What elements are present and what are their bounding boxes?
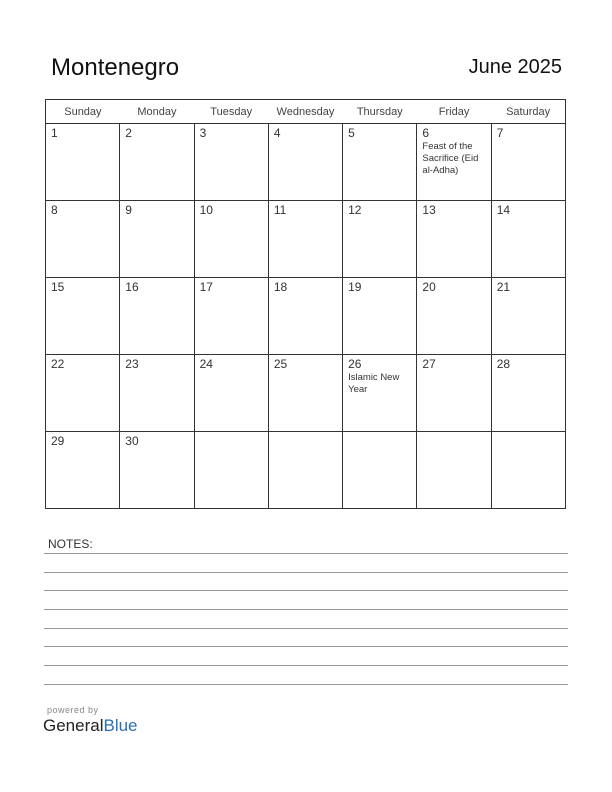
notes-line <box>44 553 568 554</box>
notes-label: NOTES: <box>48 537 93 551</box>
day-cell <box>120 432 194 509</box>
day-cell <box>46 432 120 509</box>
day-cell <box>417 201 491 278</box>
weekday-header: Thursday <box>343 100 417 124</box>
calendar-grid <box>45 99 566 509</box>
weekday-header: Friday <box>417 100 491 124</box>
week-row <box>46 278 566 355</box>
week-row <box>46 432 566 509</box>
day-number: 11 <box>273 203 287 217</box>
day-cell <box>120 201 194 278</box>
day-number: 12 <box>348 203 362 217</box>
day-number: 24 <box>199 357 213 371</box>
weekday-header: Monday <box>120 100 194 124</box>
week-row <box>46 201 566 278</box>
notes-line <box>44 572 568 573</box>
day-number: 18 <box>273 280 288 294</box>
weekday-header: Tuesday <box>194 100 268 124</box>
weekday-header: Saturday <box>491 100 565 124</box>
day-number: 3 <box>199 126 207 140</box>
day-cell <box>491 432 565 509</box>
day-number: 22 <box>51 357 65 371</box>
day-number: 5 <box>348 126 355 140</box>
month-year-title: June 2025 <box>468 56 562 78</box>
day-cell <box>194 355 268 432</box>
day-cell <box>491 355 565 432</box>
weekday-header: Sunday <box>46 100 120 124</box>
day-number: 28 <box>496 357 511 371</box>
day-number: 4 <box>273 126 281 140</box>
day-number: 2 <box>125 126 132 140</box>
day-number: 25 <box>273 357 288 371</box>
day-number: 23 <box>125 357 139 371</box>
day-number: 8 <box>51 203 58 217</box>
brand-general: General <box>43 716 104 735</box>
day-number: 30 <box>125 434 139 448</box>
day-number: 26 <box>348 357 362 371</box>
day-number: 1 <box>51 126 58 140</box>
day-cell <box>491 201 565 278</box>
day-cell <box>491 278 565 355</box>
day-cell <box>120 278 194 355</box>
day-number: 13 <box>422 203 436 217</box>
day-number: 27 <box>422 357 436 371</box>
week-row <box>46 124 566 201</box>
day-cell <box>120 355 194 432</box>
holiday-label: Islamic New Year <box>348 372 400 395</box>
day-number: 15 <box>51 280 65 294</box>
day-cell <box>343 278 417 355</box>
day-number: 6 <box>422 126 430 140</box>
day-cell <box>46 201 120 278</box>
day-cell <box>491 124 565 201</box>
notes-line <box>44 590 568 591</box>
day-number: 21 <box>496 280 511 294</box>
day-number: 19 <box>348 280 362 294</box>
holiday-label: Feast of the Sacrifice (Eid al-Adha) <box>422 141 479 176</box>
day-cell <box>194 278 268 355</box>
week-row <box>46 355 566 432</box>
day-number: 9 <box>125 203 132 217</box>
notes-line <box>44 684 568 685</box>
day-number: 7 <box>496 126 504 140</box>
powered-by-text: powered by <box>47 705 99 715</box>
day-cell <box>120 124 194 201</box>
day-cell <box>343 355 417 432</box>
day-cell <box>268 201 342 278</box>
day-cell <box>46 124 120 201</box>
day-number: 20 <box>422 280 436 294</box>
day-cell <box>417 355 491 432</box>
brand-blue: Blue <box>103 716 138 735</box>
day-cell <box>268 355 342 432</box>
day-cell <box>194 201 268 278</box>
day-cell <box>194 124 268 201</box>
notes-line <box>44 665 568 666</box>
day-cell <box>46 355 120 432</box>
day-cell <box>417 432 491 509</box>
day-number: 14 <box>496 203 511 217</box>
day-cell <box>343 432 417 509</box>
day-cell <box>268 432 342 509</box>
day-number: 16 <box>125 280 139 294</box>
day-cell <box>194 432 268 509</box>
day-cell <box>343 124 417 201</box>
weekday-header: Wednesday <box>268 100 342 124</box>
notes-line <box>44 646 568 647</box>
day-number: 17 <box>199 280 213 294</box>
day-number: 29 <box>51 434 65 448</box>
day-cell <box>343 201 417 278</box>
country-title: Montenegro <box>51 54 180 81</box>
day-cell <box>268 124 342 201</box>
day-cell <box>417 124 491 201</box>
day-cell <box>268 278 342 355</box>
notes-line <box>44 628 568 629</box>
day-number: 10 <box>199 203 213 217</box>
weekday-header-row <box>46 100 566 124</box>
day-cell <box>46 278 120 355</box>
notes-line <box>44 609 568 610</box>
day-cell <box>417 278 491 355</box>
generalblue-logo <box>43 716 138 736</box>
